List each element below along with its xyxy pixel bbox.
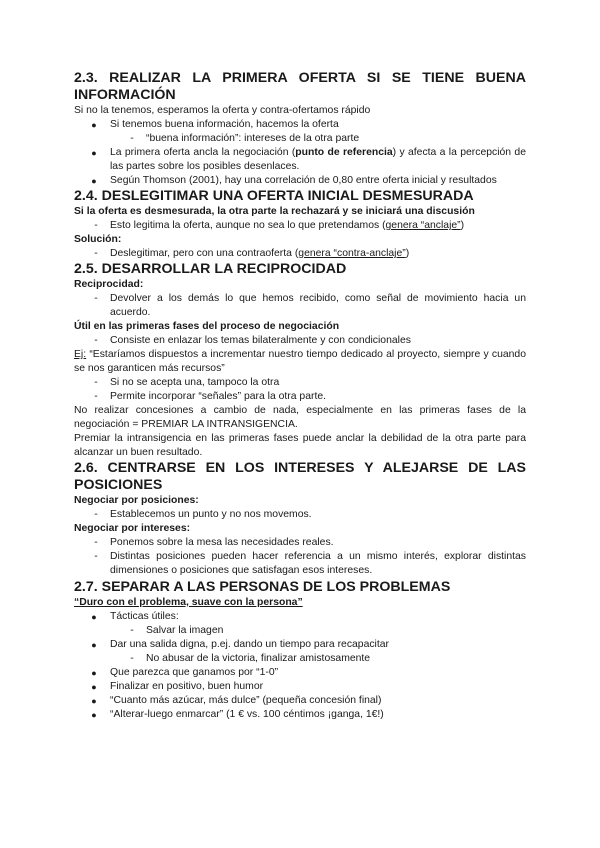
dash-icon: - [94, 293, 98, 304]
bullet-icon: ● [91, 176, 97, 186]
bold-term: punto de referencia [295, 147, 393, 158]
concessions-paragraph: No realizar concesiones a cambio de nada, especialmente en las primeras fases de la negociación = PREMIAR LA INTRANSIGENCIA. [74, 405, 526, 430]
section-2-6-title-line2: POSICIONES [74, 477, 163, 493]
list-item: ● Dar una salida digna, p.ej. dando un tiempo para recapacitar [74, 638, 526, 652]
bullet-icon: ● [91, 120, 97, 130]
list-item: ● La primera oferta ancla la negociación (punto de referencia) y afecta a la percepción de las partes sobre los posibles desenlaces. [74, 146, 526, 174]
dash-icon: - [94, 551, 98, 562]
list-item: - Ponemos sobre la mesa las necesidades reales. [74, 536, 526, 550]
dash-icon: - [130, 133, 134, 144]
useful-label: Útil en las primeras fases del proceso de negociación [74, 321, 340, 332]
underlined-term: genera “contra-anclaje” [298, 248, 406, 259]
list-item: - Deslegitimar, pero con una contraoferta (genera “contra-anclaje”) [74, 247, 526, 261]
example-paragraph: Ej: “Estaríamos dispuestos a incrementar nuestro tiempo dedicado al proyecto, siempre y cuando se nos garanticen más recursos” [74, 349, 526, 374]
dash-icon: - [130, 625, 134, 636]
underlined-term: genera “anclaje” [385, 220, 461, 231]
bullet-icon: ● [91, 640, 97, 650]
bullet-icon: ● [91, 148, 97, 158]
dash-icon: - [94, 509, 98, 520]
list-item: ● Según Thomson (2001), hay una correlación de 0,80 entre oferta inicial y resultados [74, 174, 526, 188]
dash-icon: - [130, 653, 134, 664]
list-item: - “buena información”: intereses de la otra parte [74, 132, 526, 146]
bullet-icon: ● [91, 668, 97, 678]
bullet-icon: ● [91, 612, 97, 622]
list-item: - Distintas posiciones pueden hacer referencia a un mismo interés, explorar distintas dimensiones o posiciones que satisfagan esos intereses. [74, 550, 526, 578]
section-2-4-lead: Si la oferta es desmesurada, la otra parte la rechazará y se iniciará una discusión [74, 206, 475, 217]
positions-label: Negociar por posiciones: [74, 495, 199, 506]
dash-icon: - [94, 220, 98, 231]
list-item: ● Tácticas útiles: [74, 610, 526, 624]
section-2-5-title: 2.5. DESARROLLAR LA RECIPROCIDAD [74, 261, 347, 277]
list-item: - Salvar la imagen [74, 624, 526, 638]
section-2-3-intro: Si no la tenemos, esperamos la oferta y contra-ofertamos rápido [74, 105, 371, 116]
section-2-3-title-line1: 2.3. REALIZAR LA PRIMERA OFERTA SI SE TIENE BUENA [74, 70, 526, 86]
solution-label: Solución: [74, 234, 122, 245]
dash-icon: - [94, 391, 98, 402]
list-item: - Permite incorporar “señales” para la otra parte. [74, 390, 526, 404]
dash-icon: - [94, 377, 98, 388]
list-item: ● Si tenemos buena información, hacemos la oferta [74, 118, 526, 132]
section-2-6-title-line1: 2.6. CENTRARSE EN LOS INTERESES Y ALEJARSE DE LAS [74, 460, 526, 476]
list-item: - Consiste en enlazar los temas bilateralmente y con condicionales [74, 334, 526, 348]
bullet-icon: ● [91, 682, 97, 692]
section-2-4-title: 2.4. DESLEGITIMAR UNA OFERTA INICIAL DESMESURADA [74, 188, 474, 204]
list-item: ● Finalizar en positivo, buen humor [74, 680, 526, 694]
intransigence-paragraph: Premiar la intransigencia en las primeras fases puede anclar la debilidad de la otra parte para alcanzar un buen resultado. [74, 433, 526, 458]
dash-icon: - [94, 537, 98, 548]
list-item: ● “Alterar-luego enmarcar” (1 € vs. 100 céntimos ¡ganga, 1€!) [74, 708, 526, 722]
list-item: ● Que parezca que ganamos por “1-0” [74, 666, 526, 680]
dash-icon: - [94, 335, 98, 346]
list-item: ● “Cuanto más azúcar, más dulce” (pequeña concesión final) [74, 694, 526, 708]
list-item: - Esto legitima la oferta, aunque no sea lo que pretendamos (genera “anclaje”) [74, 219, 526, 233]
interests-label: Negociar por intereses: [74, 523, 191, 534]
list-item: - No abusar de la victoria, finalizar amistosamente [74, 652, 526, 666]
example-label: Ej: [74, 349, 87, 360]
motto: “Duro con el problema, suave con la persona” [74, 597, 303, 608]
bullet-icon: ● [91, 696, 97, 706]
list-item: - Si no se acepta una, tampoco la otra [74, 376, 526, 390]
bullet-icon: ● [91, 710, 97, 720]
list-item: - Establecemos un punto y no nos movemos. [74, 508, 526, 522]
reciprocity-label: Reciprocidad: [74, 279, 144, 290]
section-2-3-title-line2: INFORMACIÓN [74, 87, 176, 103]
document-content [74, 70, 526, 722]
list-item: - Devolver a los demás lo que hemos recibido, como señal de movimiento hacia un acuerdo. [74, 292, 526, 320]
section-2-7-title: 2.7. SEPARAR A LAS PERSONAS DE LOS PROBLEMAS [74, 579, 451, 595]
dash-icon: - [94, 248, 98, 259]
